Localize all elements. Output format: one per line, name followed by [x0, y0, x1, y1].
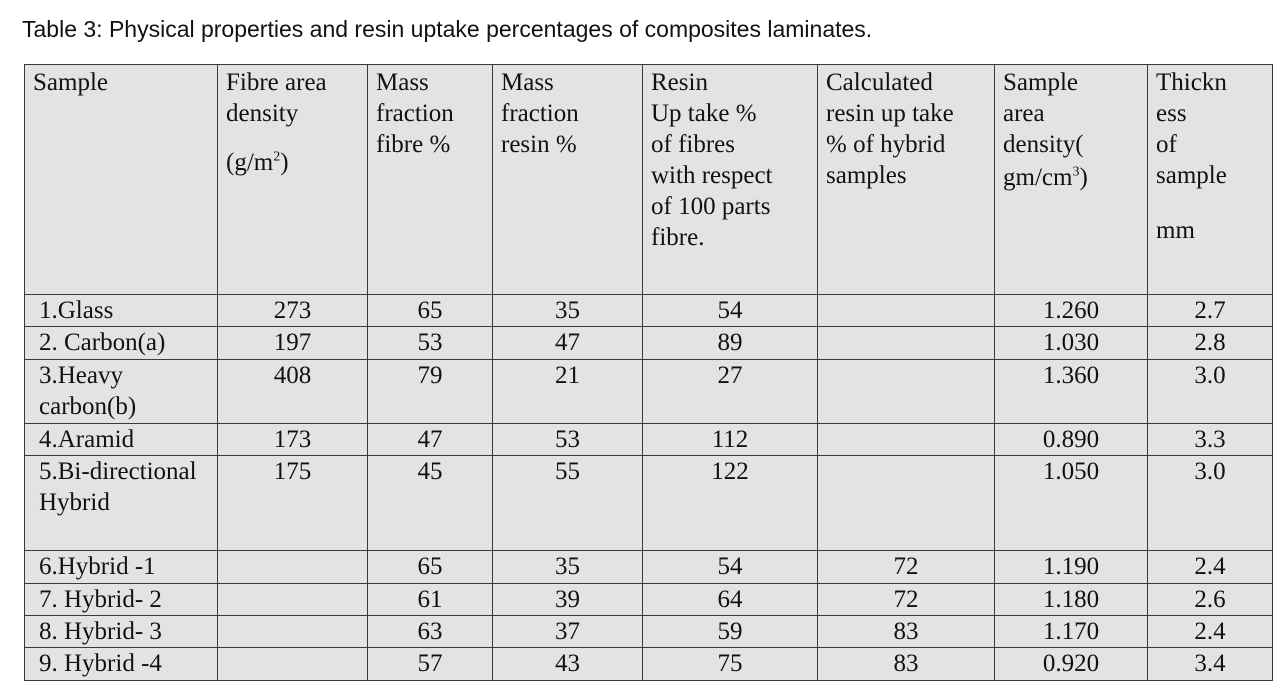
header-mass-fraction-resin: Mass fraction resin %	[493, 65, 643, 295]
cell-calculated-resin-uptake	[818, 456, 995, 551]
properties-table	[24, 64, 1273, 681]
table-row	[25, 648, 1273, 681]
cell-calculated-resin-uptake: 83	[818, 616, 995, 648]
cell-thickness: 2.8	[1148, 327, 1273, 359]
cell-sample: 5.Bi-directional Hybrid	[25, 456, 218, 551]
cell-calculated-resin-uptake: 72	[818, 551, 995, 583]
cell-fibre-area-density: 273	[218, 295, 368, 327]
cell-calculated-resin-uptake	[818, 423, 995, 455]
cell-sample: 9. Hybrid -4	[25, 648, 218, 681]
cell-sample: 4.Aramid	[25, 423, 218, 455]
cell-fibre-area-density	[218, 583, 368, 615]
cell-fibre-area-density: 197	[218, 327, 368, 359]
cell-sample-area-density: 1.360	[995, 359, 1148, 423]
cell-resin-uptake: 89	[643, 327, 818, 359]
cell-mass-fraction-fibre: 61	[368, 583, 493, 615]
cell-fibre-area-density	[218, 616, 368, 648]
cell-sample: 8. Hybrid- 3	[25, 616, 218, 648]
cell-sample-area-density: 0.890	[995, 423, 1148, 455]
cell-mass-fraction-resin: 21	[493, 359, 643, 423]
table-row	[25, 295, 1273, 327]
cell-mass-fraction-resin: 55	[493, 456, 643, 551]
cell-sample-area-density: 1.170	[995, 616, 1148, 648]
cell-fibre-area-density: 173	[218, 423, 368, 455]
cell-mass-fraction-fibre: 45	[368, 456, 493, 551]
cell-resin-uptake: 54	[643, 295, 818, 327]
cell-sample-area-density: 0.920	[995, 648, 1148, 681]
cell-calculated-resin-uptake: 83	[818, 648, 995, 681]
cell-mass-fraction-fibre: 65	[368, 551, 493, 583]
table-row	[25, 423, 1273, 455]
cell-fibre-area-density: 175	[218, 456, 368, 551]
cell-sample: 2. Carbon(a)	[25, 327, 218, 359]
cell-thickness: 3.0	[1148, 456, 1273, 551]
header-sample-area-density: Sample area density( $gm/cm^3$)	[995, 65, 1148, 295]
cell-resin-uptake: 54	[643, 551, 818, 583]
cell-sample: 3.Heavy carbon(b)	[25, 359, 218, 423]
cell-sample: 6.Hybrid -1	[25, 551, 218, 583]
cell-mass-fraction-resin: 37	[493, 616, 643, 648]
cell-fibre-area-density: 408	[218, 359, 368, 423]
header-thickness: Thickn ess of sample mm	[1148, 65, 1273, 295]
cell-fibre-area-density	[218, 648, 368, 681]
header-row	[25, 65, 1273, 295]
cell-sample-area-density: 1.190	[995, 551, 1148, 583]
table-caption: Table 3: Physical properties and resin uptake percentages of composites laminates.	[22, 16, 873, 42]
table-row	[25, 327, 1273, 359]
cell-sample-area-density: 1.260	[995, 295, 1148, 327]
table-row	[25, 359, 1273, 423]
cell-mass-fraction-fibre: 53	[368, 327, 493, 359]
cell-mass-fraction-resin: 47	[493, 327, 643, 359]
cell-sample-area-density: 1.030	[995, 327, 1148, 359]
header-fibre-area-density: Fibre area density $(g/m^2)$	[218, 65, 368, 295]
table-row	[25, 616, 1273, 648]
cell-resin-uptake: 75	[643, 648, 818, 681]
cell-fibre-area-density	[218, 551, 368, 583]
cell-sample: 1.Glass	[25, 295, 218, 327]
table-row	[25, 456, 1273, 551]
cell-resin-uptake: 64	[643, 583, 818, 615]
cell-mass-fraction-resin: 43	[493, 648, 643, 681]
cell-mass-fraction-fibre: 65	[368, 295, 493, 327]
header-sample: Sample	[25, 65, 218, 295]
cell-calculated-resin-uptake: 72	[818, 583, 995, 615]
cell-thickness: 3.0	[1148, 359, 1273, 423]
cell-resin-uptake: 27	[643, 359, 818, 423]
cell-sample-area-density: 1.180	[995, 583, 1148, 615]
cell-mass-fraction-fibre: 57	[368, 648, 493, 681]
cell-calculated-resin-uptake	[818, 359, 995, 423]
cell-mass-fraction-resin: 39	[493, 583, 643, 615]
cell-calculated-resin-uptake	[818, 295, 995, 327]
cell-resin-uptake: 122	[643, 456, 818, 551]
header-resin-uptake: Resin Up take % of fibres with respect of 100 parts fibre.	[643, 65, 818, 295]
table-row	[25, 583, 1273, 615]
cell-mass-fraction-resin: 53	[493, 423, 643, 455]
table-row	[25, 551, 1273, 583]
cell-mass-fraction-resin: 35	[493, 295, 643, 327]
cell-mass-fraction-resin: 35	[493, 551, 643, 583]
cell-thickness: 2.6	[1148, 583, 1273, 615]
cell-mass-fraction-fibre: 79	[368, 359, 493, 423]
cell-thickness: 3.3	[1148, 423, 1273, 455]
cell-thickness: 3.4	[1148, 648, 1273, 681]
cell-thickness: 2.4	[1148, 616, 1273, 648]
cell-sample-area-density: 1.050	[995, 456, 1148, 551]
cell-calculated-resin-uptake	[818, 327, 995, 359]
cell-thickness: 2.4	[1148, 551, 1273, 583]
cell-sample: 7. Hybrid- 2	[25, 583, 218, 615]
header-mass-fraction-fibre: Mass fraction fibre %	[368, 65, 493, 295]
cell-resin-uptake: 59	[643, 616, 818, 648]
header-calculated-resin-uptake: Calculated resin up take % of hybrid samples	[818, 65, 995, 295]
cell-thickness: 2.7	[1148, 295, 1273, 327]
cell-mass-fraction-fibre: 47	[368, 423, 493, 455]
cell-mass-fraction-fibre: 63	[368, 616, 493, 648]
cell-resin-uptake: 112	[643, 423, 818, 455]
